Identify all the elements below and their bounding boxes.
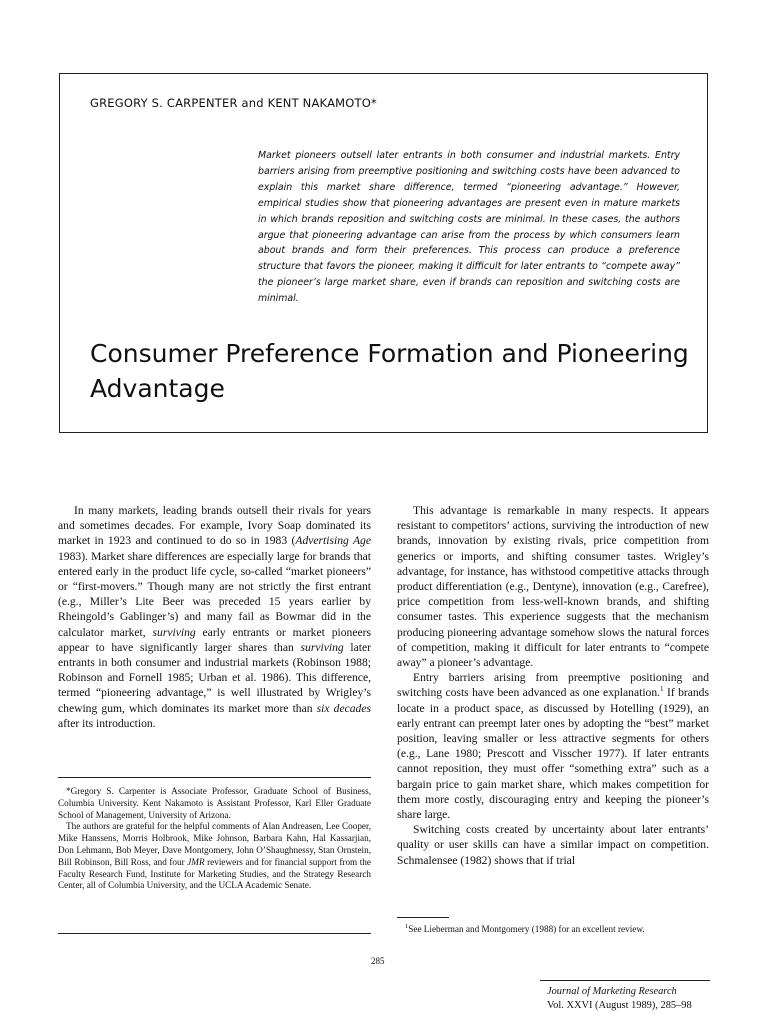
footnote-1: $^1$See Lieberman and Montgomery (1988) for an excellent review. <box>405 923 645 935</box>
body-column-right <box>397 503 709 868</box>
article-title: Consumer Preference Formation and Pioneering Advantage <box>90 339 689 403</box>
author-line: GREGORY S. CARPENTER and KENT NAKAMOTO* <box>90 96 377 110</box>
journal-citation <box>547 985 692 1013</box>
footnote-marker[interactable]: 1 <box>660 685 664 694</box>
journal-volume: Vol. XXVI (August 1989), 285–98 <box>547 1000 692 1011</box>
paragraph-switching-costs: Switching costs created by uncertainty about later entrants’ quality or user skills can have a similar impact on competition. Schmalensee (1982) shows that if trial <box>397 823 709 867</box>
paragraph-intro: In many markets, leading brands outsell their rivals for years and sometimes decades. For example, Ivory Soap dominated its market in 1923 and continued to do so in 1983 (Advertising Age 1983). Market share differences are especially large for brands that entered early in the product life cycle, so-called “market pioneers” or “first-movers.” Though many are not strictly the first entrant (e.g., Miller’s Lite Beer was preceded 15 years earlier by Rheingold’s Gablinger’s) and many fail as Bowmar did in the calculator market, surviving early entrants or market pioneers appear to have significantly larger shares than surviving later entrants in both consumer and industrial markets (Robinson 1988; Robinson and Fornell 1985; Urban et al. 1986). This difference, termed “pioneering advantage,” is well illustrated by Wrigley’s chewing gum, which dominates its market more than six decades after its introduction. <box>58 504 371 730</box>
body-column-left <box>58 503 371 731</box>
paragraph-advantage: This advantage is remarkable in many respects. It appears resistant to competitors’ actions, surviving the introduction of new brands, innovation by existing rivals, price competition from generics or imports, and shifting consumer tastes. Wrigley’s advantage, for instance, has withstood competitive attacks through product differentiation (e.g., Dentyne), innovation (e.g., Carefree), price competition from less-well-known brands, and shifting consumer tastes. This experience suggests that the mechanism producing pioneering advantage somehow slows the natural forces of competition, making it difficult for later entrants to “compete away” a pioneer’s advantage. <box>397 504 709 670</box>
journal-name: Journal of Marketing Research <box>547 986 677 997</box>
page-number: 285 <box>371 956 385 966</box>
footnotes-author <box>58 786 371 892</box>
footnote-divider <box>58 777 371 778</box>
paragraph-entry-barriers: Entry barriers arising from preemptive positioning and switching costs have been advanced as one explanation.$^1$ If brands locate in a product space, as discussed by Hotelling (1929), an early entrant can preempt later ones by adopting the “best” market position, leaving smaller or less attractive segments for others (e.g., Lane 1980; Prescott and Visscher 1977). If later entrants cannot reposition, they must offer “something extra” such as a bargain price to gain market share, which makes competition for them more costly, discouraging entry and keeping the pioneer’s share large. <box>397 671 709 822</box>
footnote-bottom-rule <box>58 933 371 934</box>
abstract: Market pioneers outsell later entrants in both consumer and industrial markets. Entry barriers arising from preemptive positioning and switching costs have been advanced to explain this market share difference, termed “pioneering advantage.” However, empirical studies show that pioneering advantages are present even in mature markets in which brands reposition and switching costs are minimal. In these cases, the authors argue that pioneering advantage can arise from the process by which consumers learn about brands and form their preferences. This process can produce a preference structure that favors the pioneer, making it difficult for later entrants to “compete away” the pioneer’s large market share, even if brands can reposition and switching costs are minimal. <box>258 150 680 305</box>
journal-rule <box>540 980 710 981</box>
footnote-divider-right <box>397 917 449 918</box>
footnote-affiliation: *Gregory S. Carpenter is Associate Professor, Graduate School of Business, Columbia University. Kent Nakamoto is Assistant Professor, Karl Eller Graduate School of Management, University of Arizona. <box>58 786 371 820</box>
footnote-acknowledgments: The authors are grateful for the helpful comments of Alan Andreasen, Lee Cooper, Mike Hanssens, Morris Holbrook, Mike Johnson, Barbara Kahn, Hal Kassarjian, Don Lehmann, Bob Meyer, Dave Montgomery, John O’Shaughnessy, Stan Ornstein, Bill Robinson, Bill Ross, and four JMR reviewers and for financial support from the Faculty Research Fund, Institute for Marketing Studies, and the Strategy Research Center, all of Columbia University, and the UCLA Academic Senate. <box>58 821 371 891</box>
